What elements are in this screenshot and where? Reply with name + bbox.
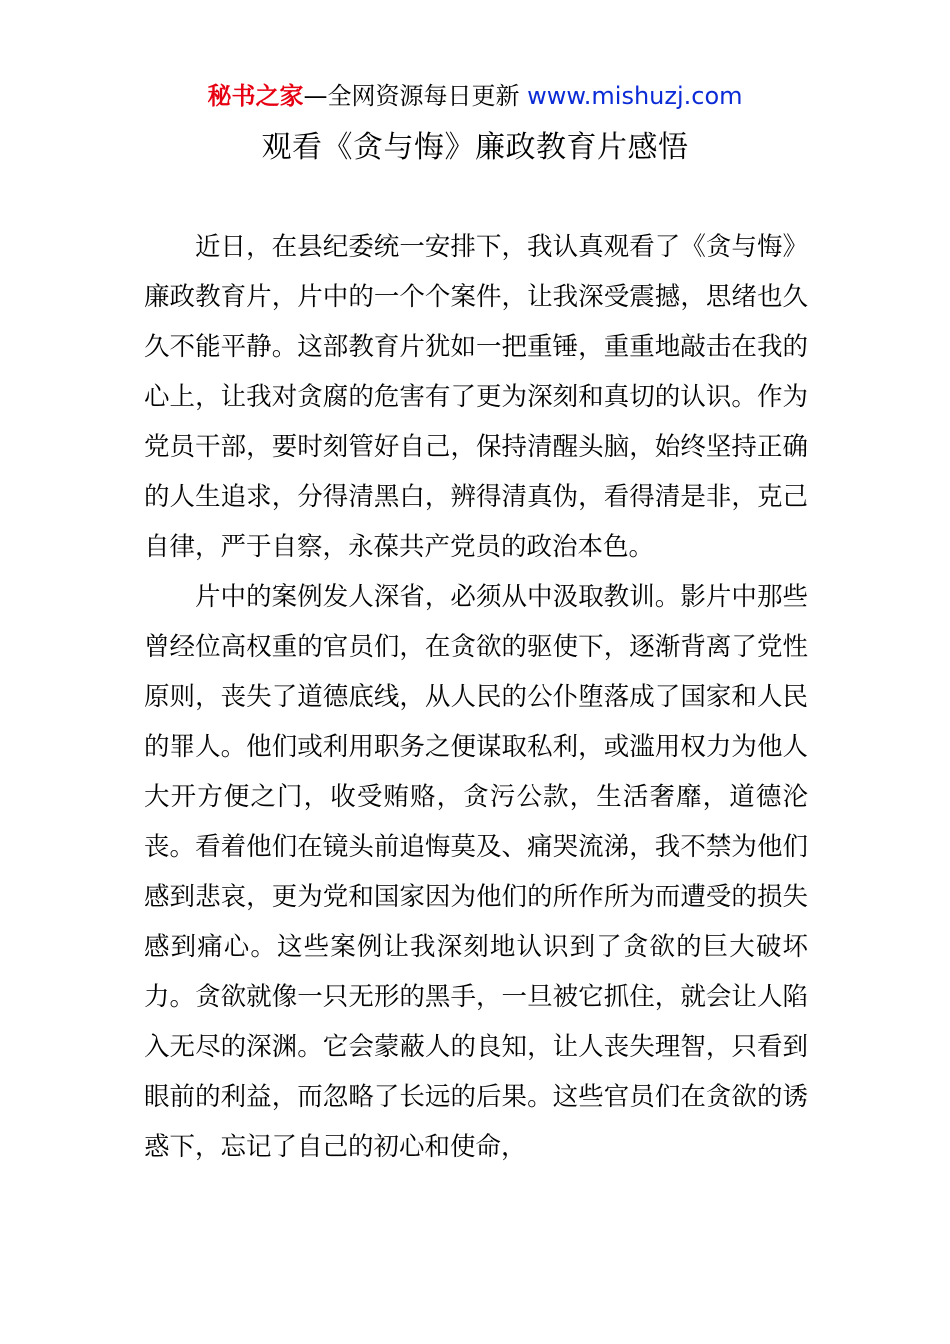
site-header xyxy=(0,80,950,112)
document-title: 观看《贪与悔》廉政教育片感悟 xyxy=(261,130,689,165)
site-url-link[interactable]: www.mishuzj.com xyxy=(527,82,743,110)
site-brand: 秘书之家 xyxy=(207,82,304,110)
site-tagline: —全网资源每日更新 xyxy=(303,82,520,110)
paragraph-1: 近日，在县纪委统一安排下，我认真观看了《贪与悔》廉政教育片，片中的一个个案件，让我深受震撼，思绪也久久不能平静。这部教育片犹如一把重锤，重重地敲击在我的心上，让我对贪腐的危害有了更为深刻和真切的认识。作为党员干部，要时刻管好自己，保持清醒头脑，始终坚持正确的人生追求，分得清黑白，辨得清真伪，看得清是非，克己自律，严于自察，永葆共产党员的政治本色。 xyxy=(144,232,808,562)
paragraph-2: 片中的案例发人深省，必须从中汲取教训。影片中那些曾经位高权重的官员们，在贪欲的驱使下，逐渐背离了党性原则，丧失了道德底线，从人民的公仆堕落成了国家和人民的罪人。他们或利用职务之便谋取私利，或滥用权力为他人大开方便之门，收受贿赂，贪污公款，生活奢靡，道德沦丧。看着他们在镜头前追悔莫及、痛哭流涕，我不禁为他们感到悲哀，更为党和国家因为他们的所作所为而遭受的损失感到痛心。这些案例让我深刻地认识到了贪欲的巨大破坏力。贪欲就像一只无形的黑手，一旦被它抓住，就会让人陷入无尽的深渊。它会蒙蔽人的良知，让人丧失理智，只看到眼前的利益，而忽略了长远的后果。这些官员们在贪欲的诱惑下，忘记了自己的初心和使命， xyxy=(144,582,808,1162)
document-body xyxy=(144,222,808,1172)
